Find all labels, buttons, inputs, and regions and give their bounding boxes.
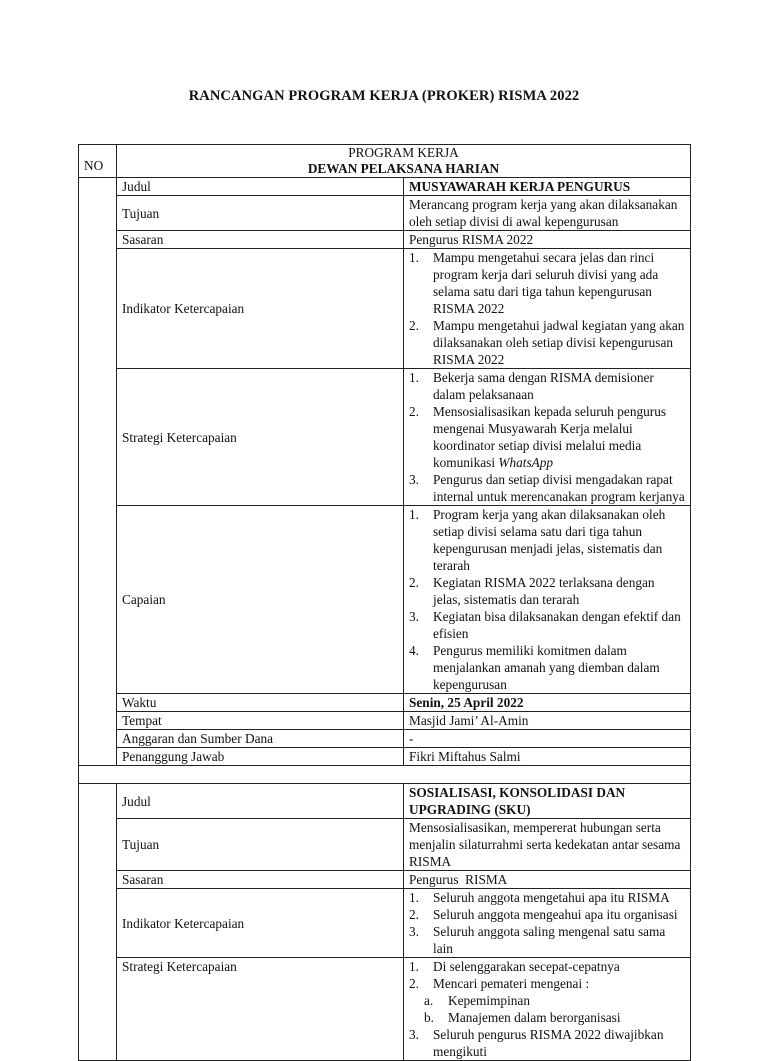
program1-anggaran: -: [404, 730, 691, 748]
program2-no-cell: [79, 784, 117, 1061]
label-indikator: Indikator Ketercapaian: [117, 889, 404, 958]
program2-sasaran: Pengurus RISMA: [404, 871, 691, 889]
label-sasaran: Sasaran: [117, 231, 404, 249]
table-header-row: [79, 145, 691, 178]
no-column-header: NO: [79, 145, 117, 178]
program-header-line2: DEWAN PELAKSANA HARIAN: [307, 161, 500, 176]
list-item: a. Kepemimpinan: [424, 993, 530, 1008]
label-capaian: Capaian: [117, 506, 404, 694]
list-item: 3. Pengurus dan setiap divisi mengadakan rapat internal untuk merencanakan program kerjanya: [409, 472, 685, 504]
program1-sasaran-row: [79, 231, 691, 249]
program1-tempat: Masjid Jami’ Al-Amin: [404, 712, 691, 730]
label-tujuan: Tujuan: [117, 196, 404, 231]
list-item: 2. Kegiatan RISMA 2022 terlaksana dengan jelas, sistematis dan terarah: [409, 575, 655, 607]
label-tujuan: Tujuan: [117, 819, 404, 871]
program2-indikator-row: [79, 889, 691, 958]
program1-sasaran: Pengurus RISMA 2022: [404, 231, 691, 249]
whatsapp-italic: WhatsApp: [498, 455, 554, 470]
label-strategi: Strategi Ketercapaian: [117, 369, 404, 506]
label-judul: Judul: [117, 784, 404, 819]
program2-strategi-row: [79, 958, 691, 1061]
list-item: 3. Seluruh pengurus RISMA 2022 diwajibkan mengikuti: [409, 1027, 664, 1059]
list-item: 2. Mensosialisasikan kepada seluruh pengurus mengenai Musyawarah Kerja melalui koordinator setiap divisi melalui media komunikasi WhatsApp: [409, 404, 667, 470]
list-item: 4. Pengurus memiliki komitmen dalam menjalankan amanah yang diemban dalam kepengurusan: [409, 643, 660, 692]
program1-tujuan-row: [79, 196, 691, 231]
program1-waktu: Senin, 25 April 2022: [404, 694, 691, 712]
program1-indikator: [404, 249, 691, 369]
program2-strategi: [404, 958, 691, 1061]
program1-pj: Fikri Miftahus Salmi: [404, 748, 691, 766]
program1-indikator-row: [79, 249, 691, 369]
label-pj: Penanggung Jawab: [117, 748, 404, 766]
program1-tempat-row: [79, 712, 691, 730]
program2-sasaran-row: [79, 871, 691, 889]
label-tempat: Tempat: [117, 712, 404, 730]
program1-capaian-row: [79, 506, 691, 694]
label-indikator: Indikator Ketercapaian: [117, 249, 404, 369]
list-item: b. Manajemen dalam berorganisasi: [424, 1010, 621, 1025]
list-item: 1. Program kerja yang akan dilaksanakan oleh setiap divisi selama satu dari tiga tahun kepengurusan menjadi jelas, sistematis dan terarah: [409, 507, 666, 573]
label-strategi: Strategi Ketercapaian: [117, 958, 404, 1061]
program-header-line1: PROGRAM KERJA: [348, 145, 459, 160]
program1-strategi-row: [79, 369, 691, 506]
list-item: 2. Seluruh anggota mengeahui apa itu organisasi: [409, 907, 678, 922]
list-item: 2. Mencari pemateri mengenai :: [409, 976, 590, 991]
label-sasaran: Sasaran: [117, 871, 404, 889]
list-item: 1. Seluruh anggota mengetahui apa itu RISMA: [409, 890, 670, 905]
program1-pj-row: [79, 748, 691, 766]
program1-tujuan: Merancang program kerja yang akan dilaksanakan oleh setiap divisi di awal kepengurusan: [404, 196, 691, 231]
program2-judul: SOSIALISASI, KONSOLIDASI DAN UPGRADING (SKU): [404, 784, 691, 819]
program2-tujuan: Mensosialisasikan, mempererat hubungan serta menjalin silaturrahmi serta kedekatan antar sesama RISMA: [404, 819, 691, 871]
program1-capaian: [404, 506, 691, 694]
program2-tujuan-row: [79, 819, 691, 871]
list-item: 1. Di selenggarakan secepat-cepatnya: [409, 959, 620, 974]
label-waktu: Waktu: [117, 694, 404, 712]
list-item: 2. Mampu mengetahui jadwal kegiatan yang akan dilaksanakan oleh setiap divisi kepengurusan RISMA 2022: [409, 318, 685, 367]
program-header: [117, 145, 691, 178]
program2-indikator: [404, 889, 691, 958]
program1-judul-row: [79, 178, 691, 196]
document-title: RANCANGAN PROGRAM KERJA (PROKER) RISMA 2022: [188, 88, 580, 104]
list-item: 1. Mampu mengetahui secara jelas dan rinci program kerja dari seluruh divisi yang ada selama satu dari tiga tahun kepengurusan RISMA 2022: [409, 250, 659, 316]
spacer-row: [79, 766, 691, 784]
program1-strategi: [404, 369, 691, 506]
label-judul: Judul: [117, 178, 404, 196]
program-table: [78, 144, 691, 1061]
program1-judul: MUSYAWARAH KERJA PENGURUS: [404, 178, 691, 196]
list-item: 1. Bekerja sama dengan RISMA demisioner dalam pelaksanaan: [409, 370, 654, 402]
program1-no-cell: [79, 178, 117, 766]
program1-waktu-row: [79, 694, 691, 712]
program1-anggaran-row: [79, 730, 691, 748]
list-item: 3. Seluruh anggota saling mengenal satu sama lain: [409, 924, 666, 956]
list-item: 3. Kegiatan bisa dilaksanakan dengan efektif dan efisien: [409, 609, 681, 641]
label-anggaran: Anggaran dan Sumber Dana: [117, 730, 404, 748]
program2-judul-row: [79, 784, 691, 819]
